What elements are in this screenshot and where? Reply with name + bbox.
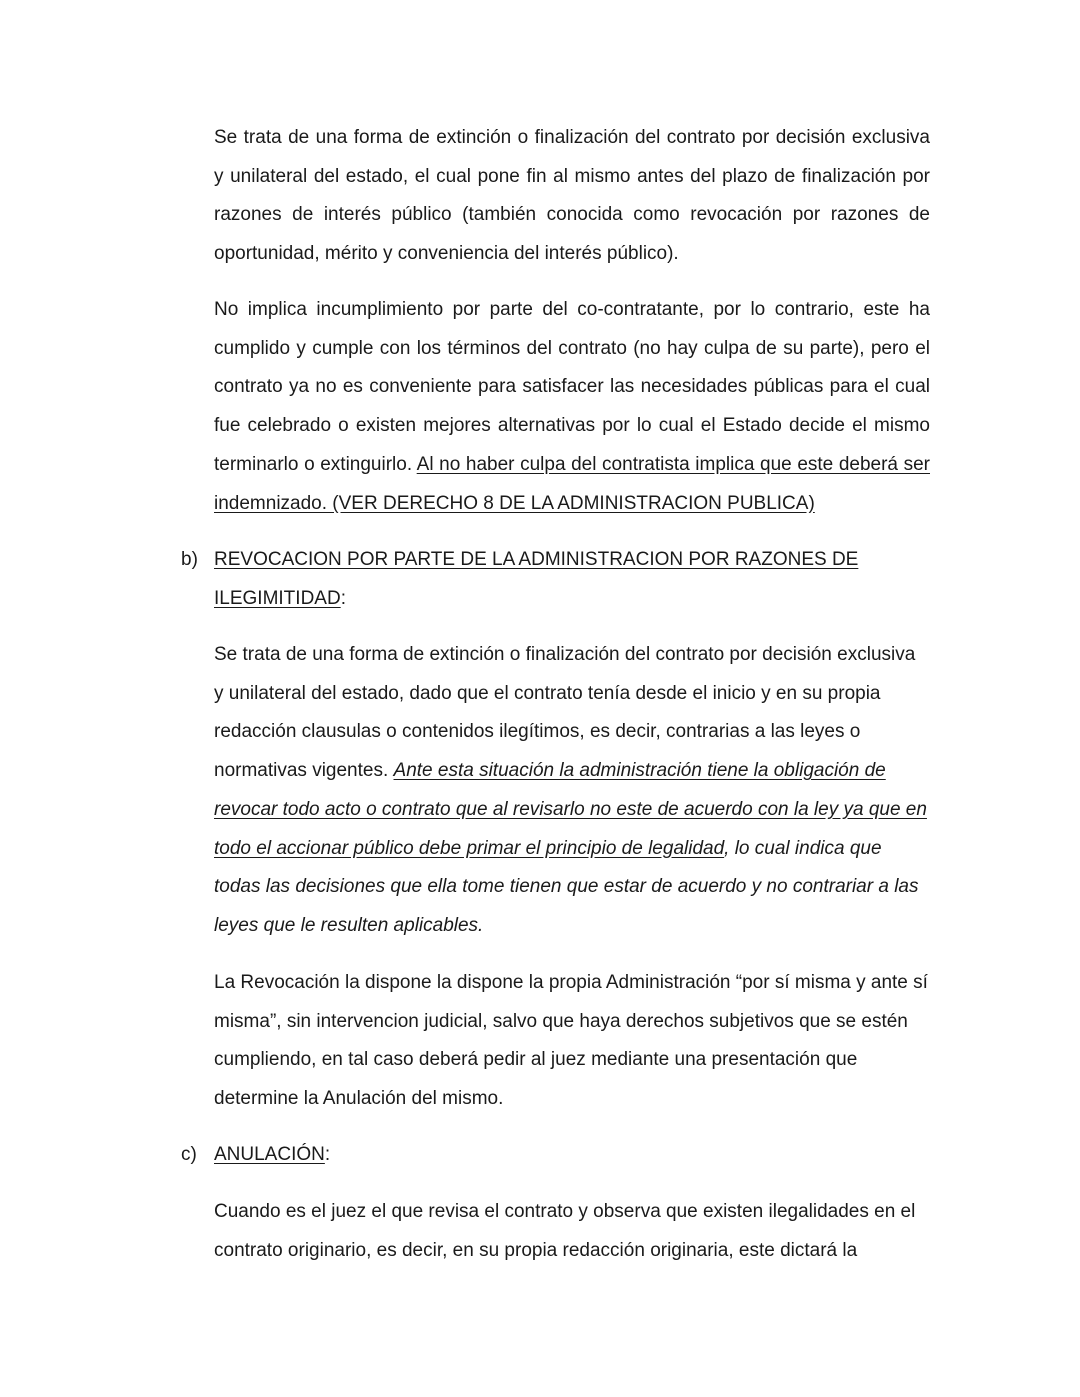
heading-title-line1: REVOCACION POR PARTE DE LA ADMINISTRACION POR RAZONES DE (214, 549, 859, 570)
paragraph-text: Cuando es el juez el que revisa el contrato y observa que existen ilegalidades en el contrato originario, es decir, en su propia redacción originaria, este dictará la (214, 1201, 916, 1261)
heading-suffix: : (324, 1144, 331, 1165)
paragraph-no-incumplimiento (214, 291, 930, 523)
heading-anulacion (214, 1136, 930, 1175)
heading-revocacion-ilegitimidad (214, 541, 930, 618)
underlined-indemnizacion-note: Al no haber culpa del contratista implica que este deberá ser indemnizado. (VER DERECHO 8 DE LA ADMINISTRACION PUBLICA) (214, 453, 930, 514)
list-marker-b: b) (181, 549, 198, 570)
paragraph-extincion-interes-publico (214, 119, 930, 274)
heading-suffix: : (340, 587, 346, 609)
paragraph-anulacion-juez (214, 1193, 930, 1270)
paragraph-text: Se trata de una forma de extinción o finalización del contrato por decisión exclusiva y unilateral del estado, dado que el contrato tenía desde el inicio y en su propia redacción clausulas o contenidos ilegítimos, es decir, contrarias a las leyes o normativas vigentes. (214, 644, 916, 782)
heading-title: ANULACIÓN (214, 1144, 325, 1165)
paragraph-text: Se trata de una forma de extinción o finalización del contrato por decisión exclusiva y unilateral del estado, el cual pone fin al mismo antes del plazo de finalización por razones de interés público (también conocida como revocación por razones de oportunidad, mérito y conveniencia del interés público). (214, 127, 930, 265)
paragraph-text: La Revocación la dispone la dispone la propia Administración “por sí misma y ante sí misma”, sin intervencion judicial, salvo que haya derechos subjetivos que se estén cumpliendo, en tal caso deberá pedir al juez mediante una presentación que determine la Anulación del mismo. (214, 972, 928, 1110)
paragraph-revocacion-administracion (214, 964, 930, 1119)
list-marker-c: c) (181, 1144, 197, 1165)
italic-underlined-legalidad: Ante esta situación la administración tiene la obligación de revocar todo acto o contrato que al revisarlo no este de acuerdo con la ley ya que en todo el accionar público debe primar el principio de legalidad (214, 760, 927, 859)
paragraph-text: No implica incumplimiento por parte del co-contratante, por lo contrario, este ha cumplido y cumple con los términos del contrato (no hay culpa de su parte), pero el contrato ya no es conveniente para satisfacer las necesidades públicas para el cual fue celebrado o existen mejores alternativas por lo cual el Estado decide el mismo terminarlo o extinguirlo. (214, 299, 930, 475)
paragraph-ilegitimidad (214, 636, 930, 946)
italic-text-leyes-aplicables: , lo cual indica que todas las decisiones que ella tome tienen que estar de acuerdo y no contrariar a las leyes que le resulten aplicables. (214, 837, 919, 936)
heading-title-line2: ILEGIMITIDAD (214, 587, 341, 609)
